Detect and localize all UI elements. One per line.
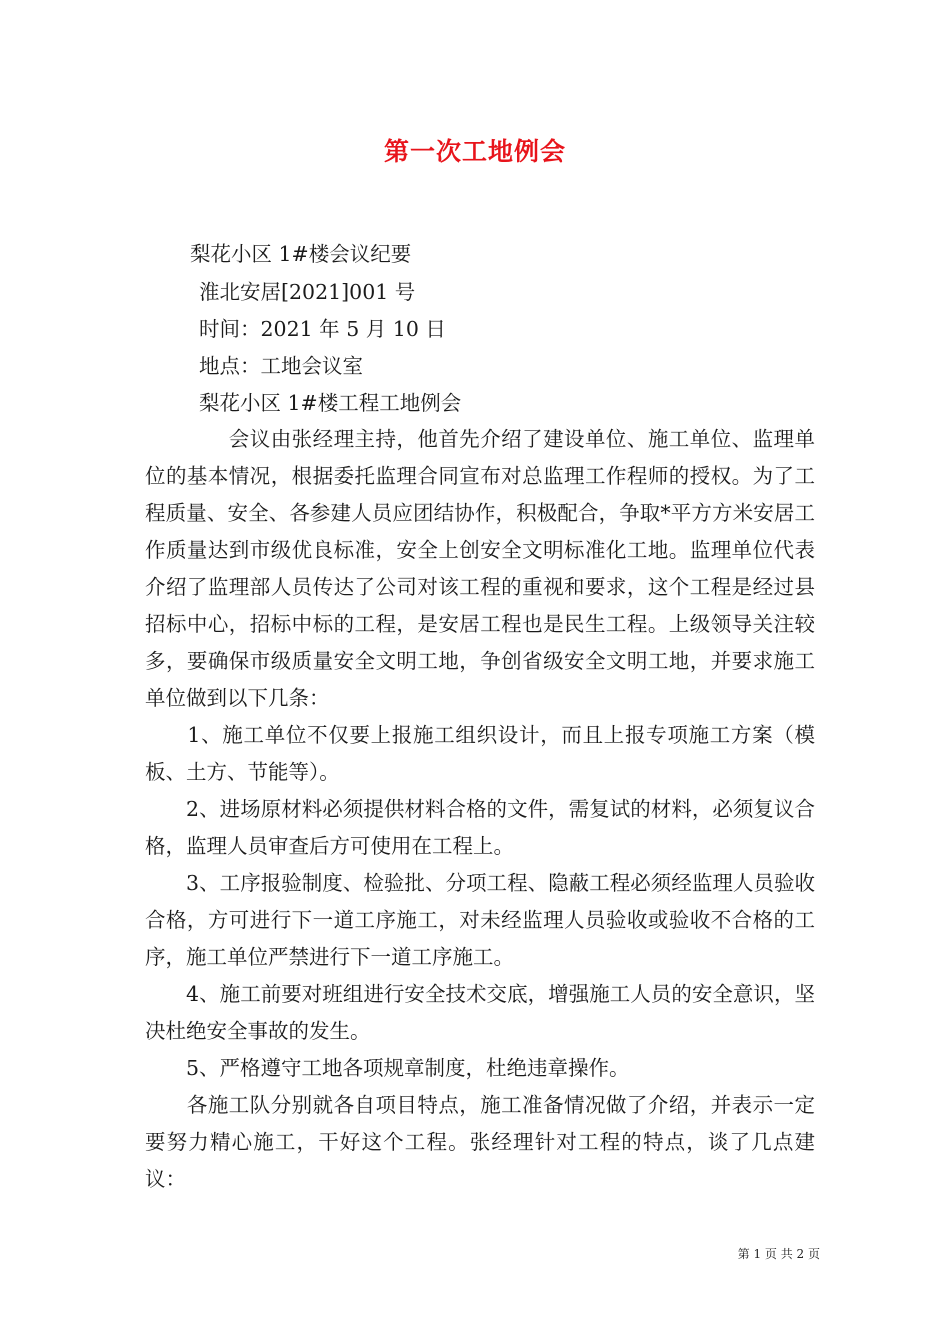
- page-footer: 第 1 页 共 2 页: [737, 1247, 820, 1261]
- header-line-project: 梨花小区 1#楼会议纪要: [190, 242, 412, 266]
- paragraph-intro: 会议由张经理主持，他首先介绍了建设单位、施工单位、监理单位的基本情况，根据委托监理合同宣布对总监理工作程师的授权。为了工程质量、安全、各参建人员应团结协作，积极配合，争取*平方方米安居工作质量达到市级优良标准，安全上创安全文明标准化工地。监理单位代表介绍了监理部人员传达了公司对该工程的重视和要求，这个工程是经过县招标中心，招标中标的工程，是安居工程也是民生工程。上级领导关注较多，要确保市级质量安全文明工地，争创省级安全文明工地，并要求施工单位做到以下几条：: [145, 427, 815, 710]
- document-title: 第一次工地例会: [383, 137, 566, 166]
- paragraph-item-5: 5、严格遵守工地各项规章制度，杜绝违章操作。: [145, 1056, 630, 1080]
- paragraph-item-2: 2、进场原材料必须提供材料合格的文件，需复试的材料，必须复议合格，监理人员审查后方可使用在工程上。: [145, 797, 815, 858]
- header-line-time: 时间：2021 年 5 月 10 日: [199, 317, 446, 341]
- paragraph-item-4: 4、施工前要对班组进行安全技术交底，增强施工人员的安全意识，坚决杜绝安全事故的发生。: [145, 982, 815, 1043]
- paragraph-item-1: 1、施工单位不仅要上报施工组织设计，而且上报专项施工方案（模板、土方、节能等）。: [145, 723, 815, 784]
- paragraph-closing: 各施工队分别就各自项目特点，施工准备情况做了介绍，并表示一定要努力精心施工，干好这个工程。张经理针对工程的特点，谈了几点建议：: [145, 1093, 815, 1191]
- header-line-location: 地点：工地会议室: [199, 354, 363, 378]
- paragraph-item-3: 3、工序报验制度、检验批、分项工程、隐蔽工程必须经监理人员验收合格，方可进行下一道工序施工，对未经监理人员验收或验收不合格的工序，施工单位严禁进行下一道工序施工。: [145, 871, 815, 969]
- header-line-doc-number: 淮北安居[2021]001 号: [199, 280, 416, 304]
- header-line-meeting: 梨花小区 1#楼工程工地例会: [199, 391, 462, 415]
